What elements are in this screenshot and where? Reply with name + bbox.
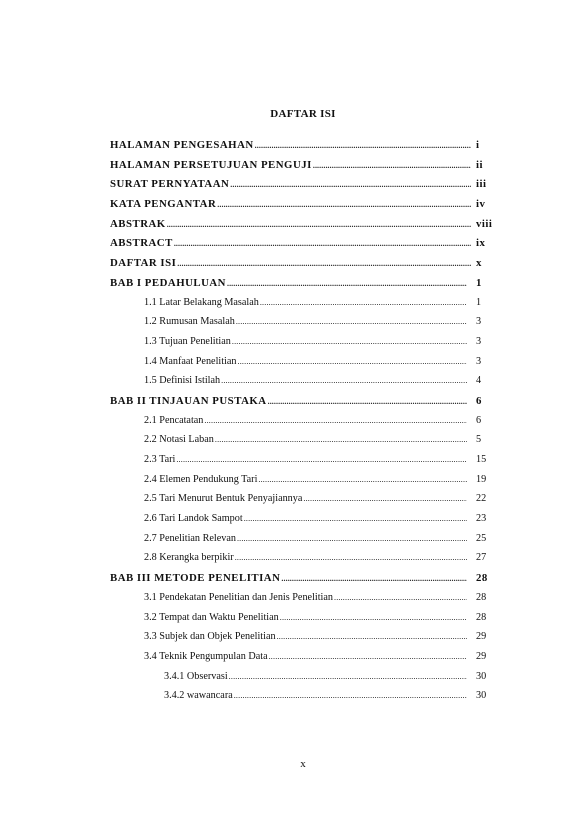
toc-entry-page: 3 [476,316,482,328]
dot-leader [268,397,467,406]
toc-entry-label: 2.7 Penelitian Relevan [144,532,236,544]
toc-entry-label: 2.3 Tari [144,454,176,465]
toc-entry [110,612,496,632]
dot-leader [227,279,467,288]
toc-entry-page: viii [476,217,493,230]
toc-entry [110,237,496,257]
toc-entry [110,297,496,317]
toc-entry-label: DAFTAR ISI [110,257,177,270]
toc-entry-page: 19 [476,473,487,485]
dot-leader [177,259,471,268]
toc-entry [110,513,496,533]
toc-entry-label: 2.6 Tari Landok Sampot [144,513,243,525]
dot-leader [260,298,467,307]
toc-entry-page: 3 [476,335,482,347]
toc-entry-label: ABSTRACT [110,237,173,250]
toc-entry-label: 2.8 Kerangka berpikir [144,552,234,564]
toc-entry-page: ix [476,237,486,250]
dot-leader [176,455,467,464]
toc-entry-label: 3.2 Tempat dan Waktu Penelitian [144,611,279,623]
toc-entry [110,533,496,553]
toc-entry-page: iv [476,198,486,211]
toc-entry-page: 29 [476,650,487,662]
dot-leader [303,494,467,503]
dot-leader [217,200,471,209]
dot-leader [234,691,467,700]
toc-entry-page: 6 [476,414,482,426]
toc-entry-page: 3 [476,355,482,367]
toc-entry-label: 1.2 Rumusan Masalah [144,316,235,328]
toc-entry-page: 1 [476,296,482,308]
toc-entry [110,375,496,395]
toc-entry [110,395,496,415]
toc-entry-label: 1.3 Tujuan Penelitian [144,335,231,347]
toc-entry-label: HALAMAN PERSETUJUAN PENGUJI [110,158,312,171]
toc-entry [110,572,496,592]
toc-entry [110,159,496,179]
toc-entry-page: 4 [476,375,482,387]
dot-leader [258,475,467,484]
toc-entry [110,178,496,198]
toc-entry [110,415,496,435]
toc-entry [110,277,496,297]
toc-entry [110,592,496,612]
dot-leader [313,161,471,170]
toc-entry-label: 1.4 Manfaat Penelitian [144,355,237,367]
toc-entry-page: 30 [476,690,487,702]
toc-entry-page: i [476,139,480,151]
dot-leader [255,141,471,150]
toc-entry-page: 25 [476,532,487,544]
dot-leader [204,416,467,425]
toc-entry-label: BAB III METODE PENELITIAN [110,572,281,585]
dot-leader [244,514,467,523]
dot-leader [281,574,467,583]
dot-leader [236,317,467,326]
toc-entry-page: 6 [476,394,482,407]
dot-leader [334,593,467,602]
toc-entry-page: 28 [476,572,488,585]
dot-leader [237,534,467,543]
toc-entry-page: x [476,257,482,270]
toc-entry-label: 2.5 Tari Menurut Bentuk Penyajiannya [144,493,303,505]
toc-entry [110,690,496,710]
dot-leader [230,180,471,189]
toc-entry [110,631,496,651]
toc-entry-page: 28 [476,611,487,623]
toc-entry-label: 1.5 Definisi Istilah [144,375,221,387]
toc-entry-label: 3.4.2 wawancara [164,690,233,702]
toc-entry [110,356,496,376]
toc-entry-page: 30 [476,670,487,682]
toc-entry [110,198,496,218]
toc-entry [110,552,496,572]
toc-entry-label: 3.4.1 Observasi [164,670,228,682]
dot-leader [221,376,467,385]
toc-entry-label: 2.1 Pencatatan [144,414,204,426]
dot-leader [269,652,467,661]
toc-entry-page: 27 [476,552,487,564]
dot-leader [235,553,467,562]
toc-entry-label: 1.1 Latar Belakang Masalah [144,296,259,308]
toc-entry [110,316,496,336]
toc-entry-label: SURAT PERNYATAAN [110,178,230,191]
dot-leader [174,239,471,248]
toc-entry-page: 15 [476,454,487,465]
toc-entry-page: 28 [476,591,487,603]
page-title: DAFTAR ISI [270,108,336,120]
toc-entry [110,139,496,159]
toc-entry [110,336,496,356]
toc-entry-label: HALAMAN PENGESAHAN [110,139,254,151]
dot-leader [215,435,467,444]
toc-entry [110,651,496,671]
toc-entry-page: 5 [476,434,482,446]
toc-entry [110,493,496,513]
toc-entry [110,218,496,238]
toc-entry-page: 23 [476,513,487,525]
dot-leader [232,337,467,346]
dot-leader [277,632,467,641]
toc-entry-label: KATA PENGANTAR [110,198,217,211]
toc-entry-label: 2.4 Elemen Pendukung Tari [144,473,258,485]
page-number: x [300,758,306,770]
dot-leader [238,357,467,366]
toc-entry-label: 3.1 Pendekatan Penelitian dan Jenis Penelitian [144,591,333,603]
toc-entry-page: iii [476,178,487,191]
toc-entry [110,257,496,277]
toc-entry-page: ii [476,158,483,171]
toc-entry-page: 1 [476,276,482,289]
toc-entry-label: ABSTRAK [110,217,166,230]
table-of-contents [110,139,496,710]
toc-entry [110,474,496,494]
dot-leader [280,613,467,622]
toc-entry-label: BAB II TINJAUAN PUSTAKA [110,394,267,407]
toc-entry [110,434,496,454]
toc-entry-page: 22 [476,493,487,505]
toc-entry-label: 2.2 Notasi Laban [144,434,214,446]
dot-leader [229,672,467,681]
dot-leader [167,220,471,229]
toc-entry-label: 3.3 Subjek dan Objek Penelitian [144,631,276,643]
toc-entry-label: 3.4 Teknik Pengumpulan Data [144,650,268,662]
toc-entry-label: BAB I PEDAHULUAN [110,276,226,289]
toc-entry-page: 29 [476,631,487,643]
toc-entry [110,671,496,691]
toc-entry [110,454,496,474]
